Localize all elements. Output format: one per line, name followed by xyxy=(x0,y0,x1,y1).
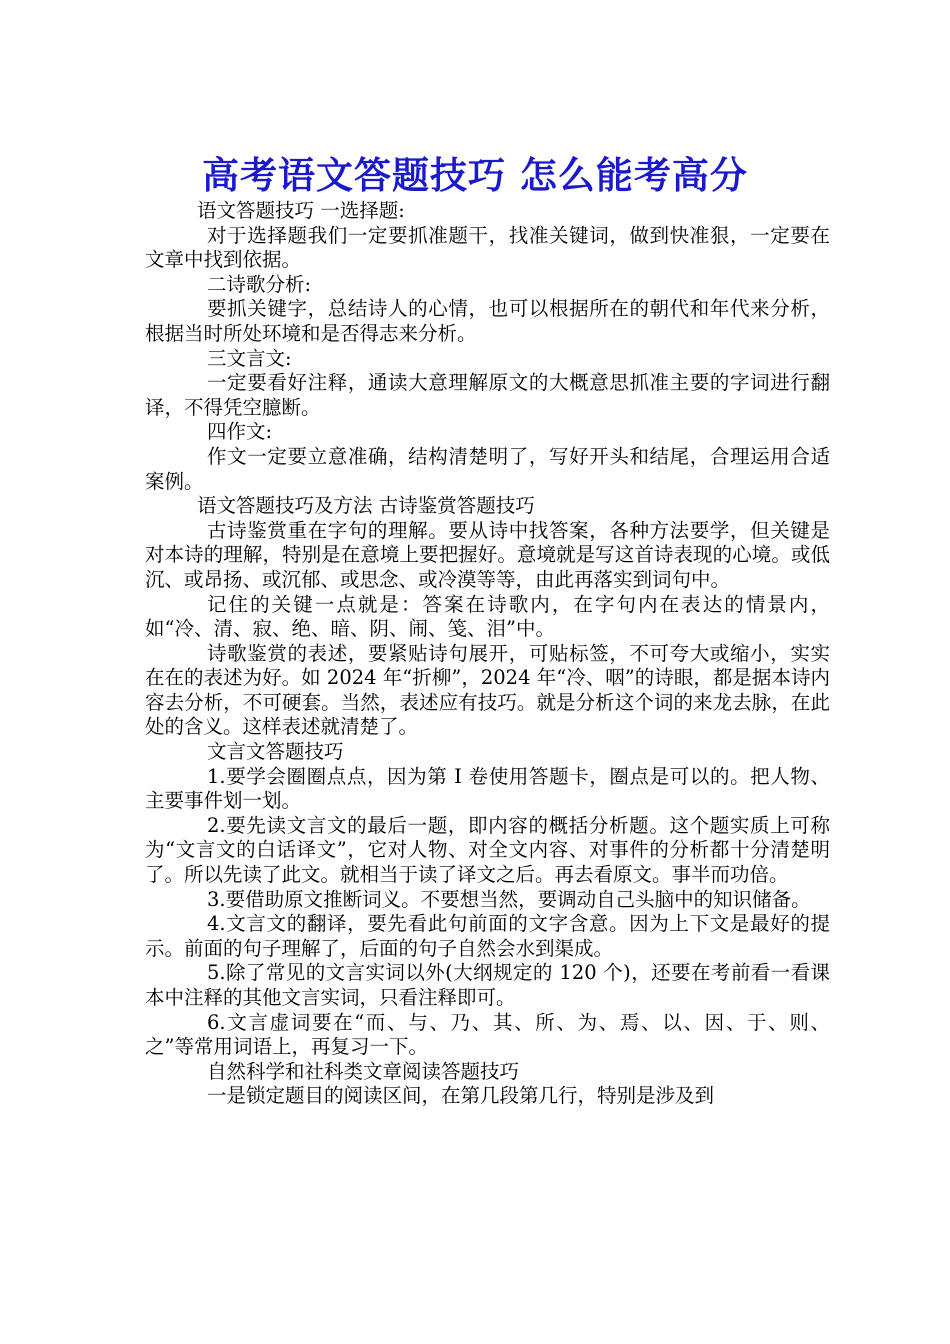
list-item-1: 1.要学会圈圈点点，因为第 I 卷使用答题卡，圈点是可以的。把人物、主要事件划一划。 xyxy=(145,764,830,813)
paragraph-choice: 对于选择题我们一定要抓准题干，找准关键词，做到快准狠，一定要在文章中找到依据。 xyxy=(145,223,830,272)
section-heading-classical-tips: 文言文答题技巧 xyxy=(207,740,344,764)
section-heading-essay: 四作文: xyxy=(207,420,273,444)
paragraph-expression: 诗歌鉴赏的表述，要紧贴诗句展开，可贴标签，不可夸大或缩小，实实在在的表述为好。如 2024 年“折柳”，2024 年“冷、咽”的诗眼，都是据本诗内容去分析，不可硬套。当然，表述应有技巧。就是分析这个词的来龙去脉，在此处的含义。这样表述就清楚了。 xyxy=(145,641,830,739)
paragraph-essay: 作文一定要立意准确，结构清楚明了，写好开头和结尾，合理运用合适案例。 xyxy=(145,444,830,493)
list-item-4: 4.文言文的翻译，要先看此句前面的文字含意。因为上下文是最好的提示。前面的句子理解了，后面的句子自然会水到渠成。 xyxy=(145,912,830,960)
paragraph-science-reading: 一是锁定题目的阅读区间，在第几段第几行，特别是涉及到 xyxy=(207,1084,715,1108)
section-heading-poem-appreciation: 语文答题技巧及方法 古诗鉴赏答题技巧 xyxy=(197,494,535,518)
paragraph-key-point: 记住的关键一点就是：答案在诗歌内，在字句内在表达的情景内，如“冷、清、寂、绝、暗、阴、闹、笺、泪”中。 xyxy=(145,592,830,641)
paragraph-poem-appreciation: 古诗鉴赏重在字句的理解。要从诗中找答案，各种方法要学，但关键是对本诗的理解，特别是在意境上要把握好。意境就是写这首诗表现的心境。或低沉、或昂扬、或沉郁、或思念、或冷漠等等，由此再落实到词句中。 xyxy=(145,518,830,591)
section-heading-choice: 语文答题技巧 一选择题: xyxy=(197,199,405,222)
list-item-5: 5.除了常见的文言实词以外(大纲规定的 120 个)，还要在考前看一看课本中注释的其他文言实词，只看注释即可。 xyxy=(145,961,830,1009)
section-heading-science-reading: 自然科学和社科类文章阅读答题技巧 xyxy=(207,1059,520,1083)
list-item-3: 3.要借助原文推断词义。不要想当然，要调动自己头脑中的知识储备。 xyxy=(207,887,811,911)
list-item-6: 6.文言虚词要在“而、与、乃、其、所、为、焉、以、因、于、则、之”等常用词语上，再复习一下。 xyxy=(145,1010,830,1059)
section-heading-classical: 三文言文: xyxy=(207,346,292,370)
paragraph-classical: 一定要看好注释，通读大意理解原文的大概意思抓准主要的字词进行翻译，不得凭空臆断。 xyxy=(145,371,830,419)
section-heading-poetry: 二诗歌分析: xyxy=(207,272,312,296)
list-item-2: 2.要先读文言文的最后一题，即内容的概括分析题。这个题实质上可称为“文言文的白话译文”，它对人物、对全文内容、对事件的分析都十分清楚明了。所以先读了此文。就相当于读了译文之后。再去看原文。事半而功倍。 xyxy=(145,813,830,887)
paragraph-poetry: 要抓关键字，总结诗人的心情，也可以根据所在的朝代和年代来分析，根据当时所处环境和是否得志来分析。 xyxy=(145,297,830,345)
document-title: 高考语文答题技巧 怎么能考高分 xyxy=(202,152,748,197)
document-body xyxy=(145,199,830,1109)
